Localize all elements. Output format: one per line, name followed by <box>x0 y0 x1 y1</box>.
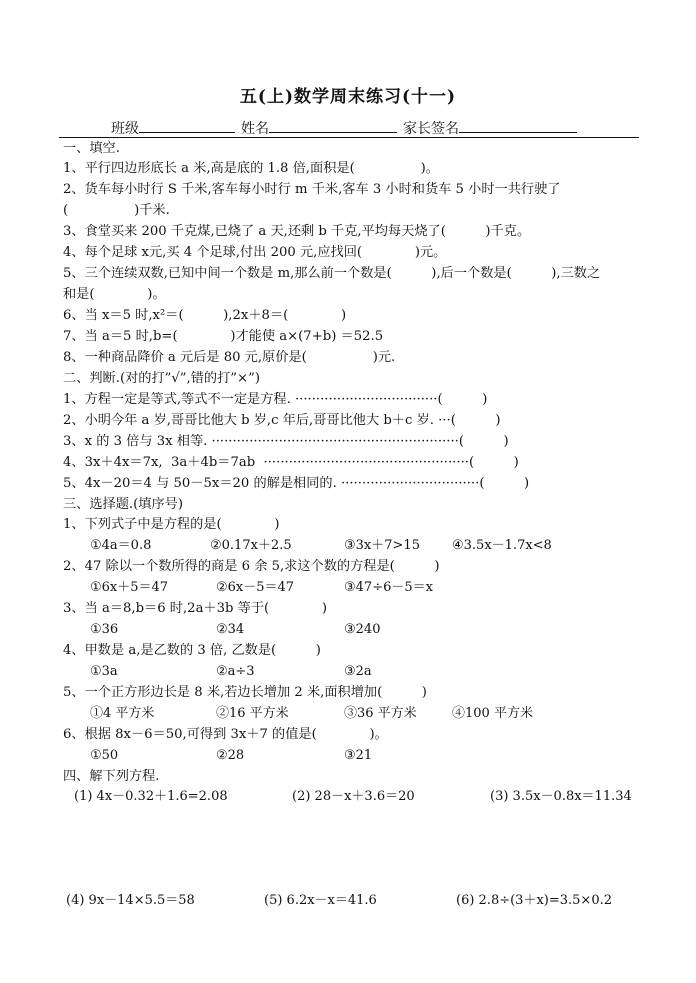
choice-1-option-3: ③3x＋7>15 <box>344 538 420 553</box>
choice-4-option-3: ③2a <box>344 664 372 679</box>
choice-1-option-1: ①4a＝0.8 <box>90 538 152 553</box>
fill-question-8: 8、一种商品降价 a 元后是 80 元,原价是( )元. <box>63 350 396 365</box>
choice-2-option-1: ①6x＋5＝47 <box>90 580 169 595</box>
section-4-heading: 四、解下列方程. <box>63 769 160 784</box>
choice-question-3: 3、当 a＝8,b＝6 时,2a＋3b 等于( ) <box>63 601 328 616</box>
equation-5: (5) 6.2x－x＝41.6 <box>264 893 377 908</box>
fill-question-5: 5、三个连续双数,已知中间一个数是 m,那么前一个数是( ),后一个数是( ),三数之 <box>63 266 601 281</box>
choice-6-option-3: ③21 <box>344 748 373 763</box>
choice-question-6: 6、根据 8x－6＝50,可得到 3x＋7 的值是( )。 <box>63 727 388 742</box>
class-label: 班级 <box>111 121 139 137</box>
fill-question-7: 7、当 a＝5 时,b=( )才能使 a×(7+b) ＝52.5 <box>63 329 384 344</box>
parent-signature-label: 家长签名 <box>403 121 459 137</box>
name-blank[interactable] <box>269 118 397 133</box>
choice-4-option-2: ②a÷3 <box>216 664 255 679</box>
fill-question-5-cont: 和是( )。 <box>63 287 166 302</box>
equation-2: (2) 28－x＋3.6＝20 <box>292 789 415 804</box>
choice-question-2: 2、47 除以一个数所得的商是 6 余 5,求这个数的方程是( ) <box>63 559 440 574</box>
choice-1-option-4: ④3.5x－1.7x<8 <box>452 538 552 553</box>
equation-4: (4) 9x－14×5.5＝58 <box>66 893 195 908</box>
choice-4-option-1: ①3a <box>90 664 118 679</box>
choice-2-option-2: ②6x－5＝47 <box>216 580 295 595</box>
choice-question-4: 4、甲数是 a,是乙数的 3 倍, 乙数是( ) <box>63 643 321 658</box>
judge-question-5: 5、4x－20＝4 与 50－5x＝20 的解是相同的. ·································( ) <box>63 476 530 491</box>
choice-3-option-1: ①36 <box>90 622 119 637</box>
choice-6-option-2: ②28 <box>216 748 245 763</box>
student-info-row <box>111 118 577 138</box>
page-title: 五(上)数学周末练习(十一) <box>239 87 457 107</box>
judge-question-4: 4、3x＋4x＝7x, 3a＋4b＝7ab ·················································( ) <box>63 455 519 470</box>
fill-question-2: 2、货车每小时行 S 千米,客车每小时行 m 千米,客车 3 小时和货车 5 小时一共行驶了 <box>63 182 561 197</box>
fill-question-2-cont: ( )千米. <box>63 203 170 218</box>
choice-1-option-2: ②0.17x＋2.5 <box>210 538 292 553</box>
fill-question-3: 3、食堂买来 200 千克煤,已烧了 a 天,还剩 b 千克,平均每天烧了( )千克。 <box>63 224 531 239</box>
choice-3-option-2: ②34 <box>216 622 245 637</box>
judge-question-1: 1、方程一定是等式,等式不一定是方程. ··································( ) <box>63 392 488 407</box>
fill-question-6: 6、当 x＝5 时,x²＝( ),2x＋8＝( ) <box>63 308 347 323</box>
fill-question-1: 1、平行四边形底长 a 米,高是底的 1.8 倍,面积是( )。 <box>63 161 439 176</box>
parent-signature-blank[interactable] <box>459 118 577 133</box>
equation-1: (1) 4x－0.32＋1.6=2.08 <box>74 789 228 804</box>
choice-5-option-1: ①4 平方米 <box>90 706 155 721</box>
choice-2-option-3: ③47÷6－5＝x <box>344 580 433 595</box>
section-2-heading: 二、判断.(对的打”√”,错的打”×”) <box>63 371 260 386</box>
choice-question-1: 1、下列式子中是方程的是( ) <box>63 517 280 532</box>
choice-5-option-3: ③36 平方米 <box>344 706 417 721</box>
choice-5-option-2: ②16 平方米 <box>216 706 289 721</box>
choice-5-option-4: ④100 平方米 <box>452 706 533 721</box>
name-label: 姓名 <box>241 121 269 137</box>
judge-question-3: 3、x 的 3 倍与 3x 相等. ···························································( ) <box>63 434 509 449</box>
fill-question-4: 4、每个足球 x元,买 4 个足球,付出 200 元,应找回( )元。 <box>63 245 447 260</box>
section-3-heading: 三、选择题.(填序号) <box>63 497 183 512</box>
section-1-heading: 一、填空. <box>63 141 120 156</box>
equation-6: (6) 2.8÷(3＋x)=3.5×0.2 <box>456 893 612 908</box>
choice-6-option-1: ①50 <box>90 748 119 763</box>
choice-3-option-3: ③240 <box>344 622 381 637</box>
header-divider <box>59 137 639 138</box>
equation-3: (3) 3.5x－0.8x＝11.34 <box>490 789 632 804</box>
choice-question-5: 5、一个正方形边长是 8 米,若边长增加 2 米,面积增加( ) <box>63 685 427 700</box>
judge-question-2: 2、小明今年 a 岁,哥哥比他大 b 岁,c 年后,哥哥比他大 b＋c 岁. ···( ) <box>63 413 501 428</box>
class-blank[interactable] <box>139 118 235 133</box>
